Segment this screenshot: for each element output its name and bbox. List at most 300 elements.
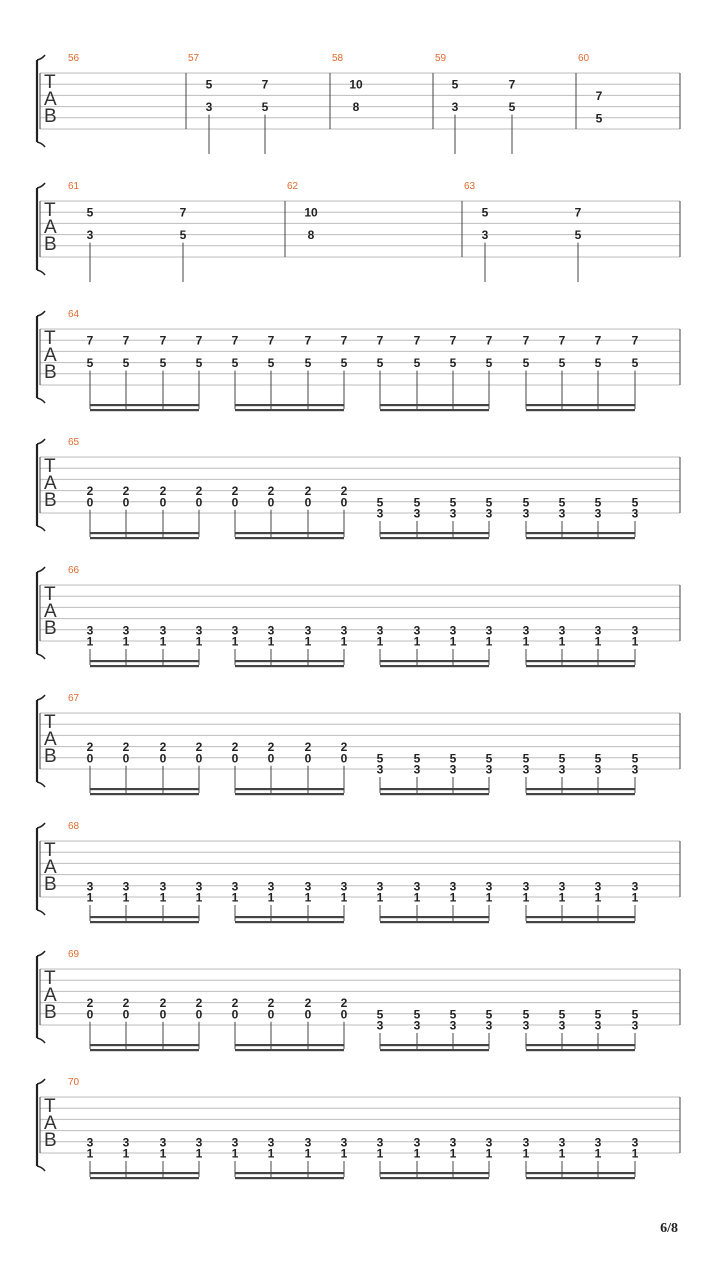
fret-number: 3 bbox=[304, 1135, 312, 1150]
fret-number: 1 bbox=[267, 1146, 275, 1161]
fret-number: 1 bbox=[413, 634, 421, 649]
fret-number: 5 bbox=[231, 356, 239, 371]
fret-number: 7 bbox=[485, 333, 493, 348]
beam-primary bbox=[380, 532, 489, 534]
fret-number: 1 bbox=[304, 1146, 312, 1161]
fret-number: 7 bbox=[595, 88, 603, 103]
fret-number: 2 bbox=[304, 484, 312, 499]
fret-number: 3 bbox=[631, 1018, 639, 1033]
fret-number: 5 bbox=[574, 228, 582, 243]
beam-primary bbox=[90, 660, 199, 662]
fret-number: 1 bbox=[159, 890, 167, 905]
fret-number: 5 bbox=[558, 356, 566, 371]
fret-number: 5 bbox=[413, 751, 421, 766]
fret-number: 0 bbox=[159, 495, 167, 510]
fret-number: 1 bbox=[413, 890, 421, 905]
fret-number: 3 bbox=[159, 879, 167, 894]
staff-system bbox=[37, 181, 680, 282]
fret-number: 1 bbox=[231, 634, 239, 649]
beam-secondary bbox=[235, 1049, 344, 1051]
beam-secondary bbox=[526, 1177, 635, 1179]
beam-primary bbox=[526, 1172, 635, 1174]
fret-number: 5 bbox=[179, 228, 187, 243]
beam-primary bbox=[380, 404, 489, 406]
fret-number: 3 bbox=[558, 506, 566, 521]
bracket-bottom-hook bbox=[37, 270, 45, 275]
measure-number: 64 bbox=[68, 309, 80, 320]
tab-clef-letter: B bbox=[44, 490, 57, 511]
fret-number: 3 bbox=[451, 100, 459, 115]
fret-number: 1 bbox=[267, 634, 275, 649]
fret-number: 3 bbox=[267, 623, 275, 638]
fret-number: 10 bbox=[304, 205, 318, 220]
fret-number: 3 bbox=[413, 1135, 421, 1150]
bracket-top-hook bbox=[37, 1079, 45, 1084]
fret-number: 7 bbox=[522, 333, 530, 348]
fret-number: 1 bbox=[631, 890, 639, 905]
fret-number: 3 bbox=[86, 1135, 94, 1150]
fret-number: 7 bbox=[376, 333, 384, 348]
fret-number: 5 bbox=[413, 1007, 421, 1022]
beam-secondary bbox=[235, 793, 344, 795]
fret-number: 1 bbox=[558, 890, 566, 905]
fret-number: 0 bbox=[86, 495, 94, 510]
tab-clef-letter: A bbox=[44, 345, 57, 366]
tab-clef-letter: T bbox=[44, 200, 56, 221]
fret-number: 3 bbox=[304, 623, 312, 638]
fret-number: 5 bbox=[376, 751, 384, 766]
fret-number: 3 bbox=[413, 506, 421, 521]
fret-number: 0 bbox=[267, 751, 275, 766]
fret-number: 5 bbox=[449, 495, 457, 510]
tab-clef-letter: T bbox=[44, 328, 56, 349]
fret-number: 3 bbox=[522, 879, 530, 894]
fret-number: 3 bbox=[449, 623, 457, 638]
fret-number: 3 bbox=[631, 506, 639, 521]
beam-primary bbox=[235, 1044, 344, 1046]
fret-number: 0 bbox=[340, 1007, 348, 1022]
beam-secondary bbox=[235, 921, 344, 923]
fret-number: 3 bbox=[86, 623, 94, 638]
bracket-bottom-hook bbox=[37, 142, 45, 147]
fret-number: 1 bbox=[376, 1146, 384, 1161]
fret-number: 5 bbox=[304, 356, 312, 371]
fret-number: 0 bbox=[195, 1007, 203, 1022]
fret-number: 0 bbox=[195, 495, 203, 510]
fret-number: 1 bbox=[122, 890, 130, 905]
fret-number: 0 bbox=[231, 495, 239, 510]
fret-number: 2 bbox=[340, 740, 348, 755]
beam-primary bbox=[526, 532, 635, 534]
fret-number: 3 bbox=[449, 1018, 457, 1033]
fret-number: 7 bbox=[86, 333, 94, 348]
fret-number: 5 bbox=[595, 111, 603, 126]
fret-number: 3 bbox=[594, 623, 602, 638]
tab-clef-letter: T bbox=[44, 456, 56, 477]
fret-number: 5 bbox=[631, 356, 639, 371]
measure-number: 67 bbox=[68, 693, 80, 704]
fret-number: 7 bbox=[631, 333, 639, 348]
fret-number: 2 bbox=[195, 996, 203, 1011]
fret-number: 1 bbox=[594, 890, 602, 905]
fret-number: 7 bbox=[304, 333, 312, 348]
beam-primary bbox=[235, 788, 344, 790]
fret-number: 1 bbox=[304, 890, 312, 905]
fret-number: 2 bbox=[231, 484, 239, 499]
fret-number: 2 bbox=[159, 740, 167, 755]
fret-number: 3 bbox=[376, 762, 384, 777]
fret-number: 3 bbox=[231, 623, 239, 638]
fret-number: 2 bbox=[86, 740, 94, 755]
tab-clef-letter: B bbox=[44, 874, 57, 895]
fret-number: 7 bbox=[449, 333, 457, 348]
tab-clef-letter: T bbox=[44, 712, 56, 733]
tab-clef-letter: T bbox=[44, 72, 56, 93]
fret-number: 3 bbox=[594, 762, 602, 777]
fret-number: 1 bbox=[195, 1146, 203, 1161]
beam-secondary bbox=[380, 921, 489, 923]
fret-number: 5 bbox=[86, 356, 94, 371]
tab-clef-letter: B bbox=[44, 106, 57, 127]
fret-number: 1 bbox=[340, 1146, 348, 1161]
fret-number: 5 bbox=[481, 205, 489, 220]
measure-number: 61 bbox=[68, 181, 80, 192]
fret-number: 1 bbox=[449, 890, 457, 905]
fret-number: 2 bbox=[304, 740, 312, 755]
fret-number: 2 bbox=[267, 484, 275, 499]
fret-number: 5 bbox=[205, 77, 213, 92]
fret-number: 1 bbox=[594, 634, 602, 649]
beam-secondary bbox=[235, 665, 344, 667]
beam-primary bbox=[90, 788, 199, 790]
fret-number: 1 bbox=[231, 1146, 239, 1161]
fret-number: 7 bbox=[340, 333, 348, 348]
fret-number: 3 bbox=[231, 1135, 239, 1150]
beam-secondary bbox=[90, 537, 199, 539]
measure-number: 69 bbox=[68, 949, 80, 960]
fret-number: 3 bbox=[449, 506, 457, 521]
fret-number: 3 bbox=[558, 762, 566, 777]
fret-number: 3 bbox=[267, 1135, 275, 1150]
fret-number: 0 bbox=[267, 1007, 275, 1022]
staff-system bbox=[37, 821, 680, 923]
fret-number: 5 bbox=[522, 1007, 530, 1022]
bracket-bottom-hook bbox=[37, 398, 45, 403]
fret-number: 0 bbox=[122, 495, 130, 510]
fret-number: 1 bbox=[522, 1146, 530, 1161]
fret-number: 0 bbox=[267, 495, 275, 510]
fret-number: 3 bbox=[195, 623, 203, 638]
measure-number: 58 bbox=[332, 53, 344, 64]
beam-secondary bbox=[380, 793, 489, 795]
fret-number: 1 bbox=[485, 1146, 493, 1161]
staff-system bbox=[37, 437, 680, 539]
beam-primary bbox=[235, 916, 344, 918]
beam-primary bbox=[380, 1172, 489, 1174]
measure-number: 57 bbox=[188, 53, 200, 64]
beam-primary bbox=[235, 532, 344, 534]
fret-number: 0 bbox=[304, 495, 312, 510]
staff-system bbox=[37, 53, 680, 154]
fret-number: 3 bbox=[449, 762, 457, 777]
fret-number: 1 bbox=[594, 1146, 602, 1161]
beam-secondary bbox=[235, 537, 344, 539]
fret-number: 3 bbox=[122, 1135, 130, 1150]
beam-secondary bbox=[526, 793, 635, 795]
fret-number: 3 bbox=[413, 762, 421, 777]
fret-number: 3 bbox=[195, 879, 203, 894]
fret-number: 0 bbox=[304, 751, 312, 766]
fret-number: 1 bbox=[485, 890, 493, 905]
fret-number: 2 bbox=[122, 996, 130, 1011]
fret-number: 0 bbox=[159, 751, 167, 766]
fret-number: 1 bbox=[159, 634, 167, 649]
fret-number: 0 bbox=[231, 751, 239, 766]
fret-number: 5 bbox=[449, 1007, 457, 1022]
bracket-top-hook bbox=[37, 55, 45, 60]
tab-clef-letter: B bbox=[44, 1002, 57, 1023]
beam-primary bbox=[235, 1172, 344, 1174]
fret-number: 1 bbox=[86, 1146, 94, 1161]
tab-clef-letter: B bbox=[44, 618, 57, 639]
staff-system bbox=[37, 309, 680, 411]
fret-number: 1 bbox=[122, 634, 130, 649]
beam-primary bbox=[90, 916, 199, 918]
fret-number: 0 bbox=[231, 1007, 239, 1022]
fret-number: 1 bbox=[195, 634, 203, 649]
fret-number: 1 bbox=[159, 1146, 167, 1161]
beam-primary bbox=[90, 1172, 199, 1174]
measure-number: 65 bbox=[68, 437, 80, 448]
tab-clef-letter: B bbox=[44, 1130, 57, 1151]
measure-number: 60 bbox=[578, 53, 590, 64]
fret-number: 1 bbox=[449, 1146, 457, 1161]
fret-number: 5 bbox=[485, 751, 493, 766]
fret-number: 3 bbox=[304, 879, 312, 894]
fret-number: 0 bbox=[159, 1007, 167, 1022]
measure-number: 63 bbox=[464, 181, 476, 192]
fret-number: 8 bbox=[307, 228, 315, 243]
bracket-top-hook bbox=[37, 567, 45, 572]
fret-number: 3 bbox=[159, 1135, 167, 1150]
fret-number: 3 bbox=[340, 1135, 348, 1150]
fret-number: 0 bbox=[122, 1007, 130, 1022]
beam-primary bbox=[90, 404, 199, 406]
fret-number: 3 bbox=[594, 1018, 602, 1033]
fret-number: 5 bbox=[122, 356, 130, 371]
fret-number: 5 bbox=[558, 1007, 566, 1022]
fret-number: 3 bbox=[481, 228, 489, 243]
staff-system bbox=[37, 693, 680, 795]
tab-clef-letter: A bbox=[44, 473, 57, 494]
fret-number: 5 bbox=[594, 751, 602, 766]
beam-secondary bbox=[380, 409, 489, 411]
fret-number: 7 bbox=[558, 333, 566, 348]
beam-primary bbox=[235, 404, 344, 406]
fret-number: 3 bbox=[522, 1135, 530, 1150]
fret-number: 1 bbox=[631, 634, 639, 649]
tab-clef-letter: A bbox=[44, 217, 57, 238]
fret-number: 7 bbox=[231, 333, 239, 348]
fret-number: 3 bbox=[449, 879, 457, 894]
fret-number: 3 bbox=[449, 1135, 457, 1150]
fret-number: 7 bbox=[413, 333, 421, 348]
fret-number: 3 bbox=[485, 762, 493, 777]
fret-number: 1 bbox=[122, 1146, 130, 1161]
fret-number: 1 bbox=[449, 634, 457, 649]
fret-number: 2 bbox=[267, 996, 275, 1011]
fret-number: 5 bbox=[594, 495, 602, 510]
bracket-top-hook bbox=[37, 823, 45, 828]
fret-number: 3 bbox=[485, 1135, 493, 1150]
beam-secondary bbox=[526, 921, 635, 923]
fret-number: 3 bbox=[485, 1018, 493, 1033]
tab-clef-letter: A bbox=[44, 89, 57, 110]
fret-number: 5 bbox=[340, 356, 348, 371]
bracket-top-hook bbox=[37, 695, 45, 700]
beam-secondary bbox=[526, 665, 635, 667]
beam-secondary bbox=[526, 409, 635, 411]
fret-number: 2 bbox=[195, 484, 203, 499]
beam-secondary bbox=[526, 1049, 635, 1051]
fret-number: 3 bbox=[340, 623, 348, 638]
beam-primary bbox=[526, 788, 635, 790]
beam-primary bbox=[526, 916, 635, 918]
fret-number: 5 bbox=[631, 1007, 639, 1022]
bracket-bottom-hook bbox=[37, 782, 45, 787]
beam-secondary bbox=[380, 665, 489, 667]
fret-number: 3 bbox=[558, 879, 566, 894]
fret-number: 3 bbox=[122, 623, 130, 638]
fret-number: 5 bbox=[267, 356, 275, 371]
fret-number: 0 bbox=[195, 751, 203, 766]
fret-number: 0 bbox=[86, 1007, 94, 1022]
beam-secondary bbox=[380, 537, 489, 539]
fret-number: 0 bbox=[304, 1007, 312, 1022]
fret-number: 1 bbox=[485, 634, 493, 649]
fret-number: 3 bbox=[522, 506, 530, 521]
fret-number: 2 bbox=[304, 996, 312, 1011]
fret-number: 3 bbox=[631, 1135, 639, 1150]
fret-number: 3 bbox=[205, 100, 213, 115]
page-number: 6/8 bbox=[660, 1221, 678, 1236]
beam-primary bbox=[380, 1044, 489, 1046]
beam-secondary bbox=[90, 665, 199, 667]
fret-number: 3 bbox=[594, 1135, 602, 1150]
fret-number: 5 bbox=[449, 751, 457, 766]
fret-number: 7 bbox=[594, 333, 602, 348]
fret-number: 3 bbox=[522, 623, 530, 638]
bracket-top-hook bbox=[37, 311, 45, 316]
fret-number: 5 bbox=[594, 356, 602, 371]
tab-clef-letter: B bbox=[44, 234, 57, 255]
fret-number: 0 bbox=[340, 751, 348, 766]
tab-clef-letter: B bbox=[44, 362, 57, 383]
beam-secondary bbox=[526, 537, 635, 539]
fret-number: 3 bbox=[376, 1018, 384, 1033]
fret-number: 5 bbox=[413, 495, 421, 510]
fret-number: 3 bbox=[340, 879, 348, 894]
bracket-bottom-hook bbox=[37, 1038, 45, 1043]
beam-secondary bbox=[380, 1049, 489, 1051]
fret-number: 3 bbox=[159, 623, 167, 638]
fret-number: 7 bbox=[267, 333, 275, 348]
measure-number: 62 bbox=[287, 181, 299, 192]
fret-number: 1 bbox=[558, 634, 566, 649]
fret-number: 5 bbox=[631, 495, 639, 510]
bracket-bottom-hook bbox=[37, 526, 45, 531]
bracket-top-hook bbox=[37, 951, 45, 956]
tab-clef-letter: A bbox=[44, 857, 57, 878]
fret-number: 3 bbox=[522, 762, 530, 777]
fret-number: 10 bbox=[349, 77, 363, 92]
fret-number: 5 bbox=[261, 100, 269, 115]
fret-number: 3 bbox=[231, 879, 239, 894]
beam-primary bbox=[90, 1044, 199, 1046]
fret-number: 3 bbox=[594, 506, 602, 521]
fret-number: 1 bbox=[522, 890, 530, 905]
fret-number: 1 bbox=[558, 1146, 566, 1161]
beam-secondary bbox=[235, 1177, 344, 1179]
fret-number: 3 bbox=[485, 879, 493, 894]
fret-number: 3 bbox=[413, 623, 421, 638]
fret-number: 2 bbox=[122, 484, 130, 499]
fret-number: 3 bbox=[594, 879, 602, 894]
bracket-bottom-hook bbox=[37, 654, 45, 659]
fret-number: 1 bbox=[86, 634, 94, 649]
fret-number: 3 bbox=[376, 506, 384, 521]
fret-number: 5 bbox=[594, 1007, 602, 1022]
fret-number: 5 bbox=[449, 356, 457, 371]
measure-number: 70 bbox=[68, 1077, 80, 1088]
fret-number: 5 bbox=[195, 356, 203, 371]
tab-clef-letter: T bbox=[44, 840, 56, 861]
fret-number: 1 bbox=[376, 634, 384, 649]
beam-secondary bbox=[90, 1177, 199, 1179]
tab-clef-letter: A bbox=[44, 985, 57, 1006]
fret-number: 2 bbox=[122, 740, 130, 755]
fret-number: 5 bbox=[159, 356, 167, 371]
fret-number: 2 bbox=[195, 740, 203, 755]
beam-primary bbox=[526, 1044, 635, 1046]
fret-number: 5 bbox=[558, 751, 566, 766]
fret-number: 2 bbox=[340, 996, 348, 1011]
fret-number: 3 bbox=[558, 1018, 566, 1033]
fret-number: 2 bbox=[159, 996, 167, 1011]
fret-number: 3 bbox=[413, 1018, 421, 1033]
fret-number: 2 bbox=[86, 484, 94, 499]
fret-number: 3 bbox=[376, 879, 384, 894]
fret-number: 5 bbox=[631, 751, 639, 766]
fret-number: 3 bbox=[558, 1135, 566, 1150]
fret-number: 1 bbox=[267, 890, 275, 905]
fret-number: 2 bbox=[86, 996, 94, 1011]
fret-number: 1 bbox=[231, 890, 239, 905]
fret-number: 2 bbox=[159, 484, 167, 499]
staff-system bbox=[37, 949, 680, 1051]
bracket-top-hook bbox=[37, 439, 45, 444]
fret-number: 7 bbox=[159, 333, 167, 348]
fret-number: 3 bbox=[86, 228, 94, 243]
beam-secondary bbox=[90, 1049, 199, 1051]
fret-number: 5 bbox=[376, 1007, 384, 1022]
fret-number: 1 bbox=[522, 634, 530, 649]
fret-number: 2 bbox=[267, 740, 275, 755]
fret-number: 3 bbox=[376, 1135, 384, 1150]
fret-number: 1 bbox=[340, 890, 348, 905]
fret-number: 3 bbox=[86, 879, 94, 894]
fret-number: 1 bbox=[304, 634, 312, 649]
